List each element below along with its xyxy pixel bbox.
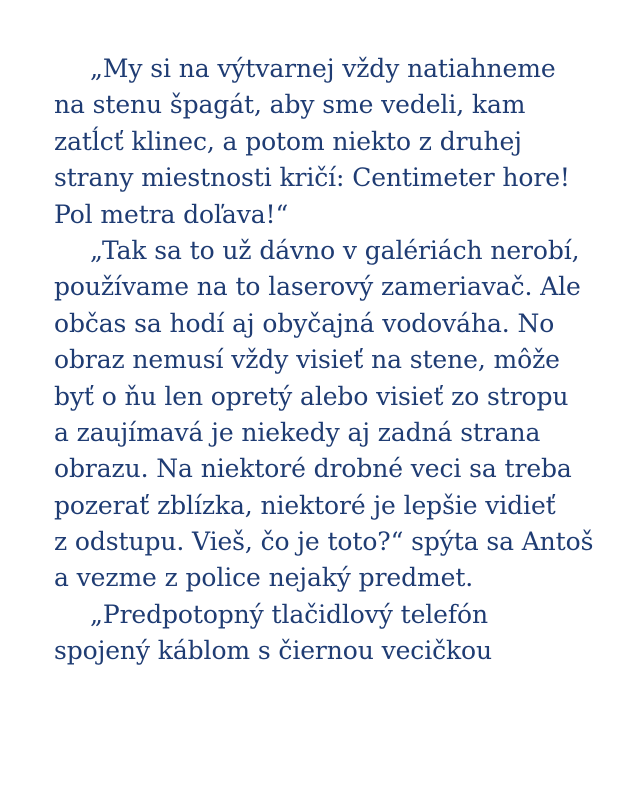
paragraph-line: spojený káblom s čiernou vecičkou	[54, 636, 492, 666]
paragraph-line: „My si na výtvarnej vždy natiahneme	[90, 54, 556, 83]
paragraph-line: Pol metra doľava!“	[54, 199, 289, 229]
paragraph-line: „Predpotopný tlačidlový telefón	[90, 599, 488, 629]
paragraph-line: zatĺcť klinec, a potom niekto z druhej	[54, 126, 522, 156]
paragraph-line: na stenu špagát, aby sme vedeli, kam	[54, 90, 526, 120]
paragraph-line: používame na to laserový zameriavač. Ale	[54, 272, 581, 302]
paragraph-3	[54, 597, 614, 670]
paragraph-line: pozerať zblízka, niektoré je lepšie vidieť	[54, 490, 556, 520]
body-text	[54, 51, 614, 670]
paragraph-line: strany miestnosti kričí: Centimeter hore!	[54, 163, 570, 193]
paragraph-line: a vezme z police nejaký predmet.	[54, 563, 474, 593]
paragraph-line: byť o ňu len opretý alebo visieť zo stropu	[54, 381, 569, 411]
paragraph-line: obraz nemusí vždy visieť na stene, môže	[54, 345, 560, 375]
paragraph-line: z odstupu. Vieš, čo je toto?“ spýta sa Antoš	[54, 527, 594, 557]
paragraph-2	[54, 233, 614, 597]
paragraph-line: občas sa hodí aj obyčajná vodováha. No	[54, 308, 555, 338]
paragraph-line: obrazu. Na niektoré drobné veci sa treba	[54, 454, 572, 484]
paragraph-line: „Tak sa to už dávno v galériách nerobí,	[90, 235, 580, 265]
paragraph-line: a zaujímavá je niekedy aj zadná strana	[54, 417, 541, 447]
paragraph-1	[54, 51, 614, 233]
